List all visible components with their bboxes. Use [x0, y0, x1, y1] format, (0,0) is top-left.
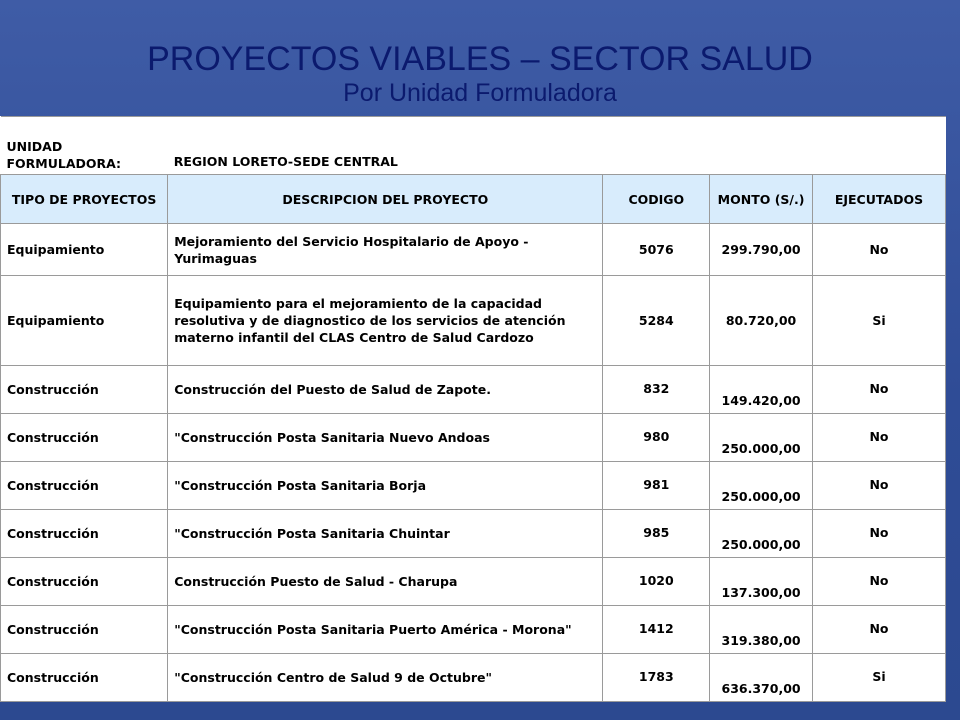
- table-row: [1, 606, 946, 654]
- table-row: [1, 654, 946, 702]
- slide-subtitle: Por Unidad Formuladora: [343, 79, 617, 107]
- cell-monto: 137.300,00: [710, 558, 813, 606]
- projects-table-container: [0, 116, 946, 702]
- projects-table: [0, 116, 946, 702]
- cell-tipo: Construcción: [1, 654, 168, 702]
- cell-codigo: 985: [603, 510, 710, 558]
- header-codigo: CODIGO: [603, 175, 710, 224]
- cell-ejecutado: Si: [812, 276, 945, 366]
- header-monto: MONTO (S/.): [710, 175, 813, 224]
- table-row: [1, 510, 946, 558]
- cell-descripcion: "Construcción Posta Sanitaria Borja: [168, 462, 603, 510]
- cell-tipo: Equipamiento: [1, 276, 168, 366]
- cell-codigo: 5284: [603, 276, 710, 366]
- cell-ejecutado: No: [812, 462, 945, 510]
- unit-row: [1, 117, 946, 175]
- cell-codigo: 981: [603, 462, 710, 510]
- cell-codigo: 1412: [603, 606, 710, 654]
- cell-monto: 319.380,00: [710, 606, 813, 654]
- cell-descripcion: "Construcción Posta Sanitaria Puerto América - Morona": [168, 606, 603, 654]
- cell-monto: 636.370,00: [710, 654, 813, 702]
- cell-ejecutado: No: [812, 558, 945, 606]
- unit-label: UNIDAD FORMULADORA:: [1, 117, 168, 175]
- cell-descripcion: Construcción Puesto de Salud - Charupa: [168, 558, 603, 606]
- cell-ejecutado: No: [812, 510, 945, 558]
- table-row: [1, 558, 946, 606]
- cell-descripcion: "Construcción Posta Sanitaria Chuintar: [168, 510, 603, 558]
- table-row: [1, 414, 946, 462]
- cell-ejecutado: No: [812, 606, 945, 654]
- cell-monto: 80.720,00: [710, 276, 813, 366]
- cell-descripcion: Construcción del Puesto de Salud de Zapote.: [168, 366, 603, 414]
- cell-descripcion: "Construcción Posta Sanitaria Nuevo Andoas: [168, 414, 603, 462]
- cell-monto: 250.000,00: [710, 462, 813, 510]
- cell-tipo: Construcción: [1, 510, 168, 558]
- cell-tipo: Construcción: [1, 606, 168, 654]
- header-row: [1, 175, 946, 224]
- cell-descripcion: Mejoramiento del Servicio Hospitalario de Apoyo - Yurimaguas: [168, 224, 603, 276]
- cell-descripcion: "Construcción Centro de Salud 9 de Octubre": [168, 654, 603, 702]
- cell-ejecutado: No: [812, 414, 945, 462]
- cell-tipo: Equipamiento: [1, 224, 168, 276]
- cell-monto: 299.790,00: [710, 224, 813, 276]
- table-row: [1, 366, 946, 414]
- cell-codigo: 5076: [603, 224, 710, 276]
- slide-title: PROYECTOS VIABLES – SECTOR SALUD: [147, 40, 813, 78]
- table-row: [1, 462, 946, 510]
- cell-codigo: 1020: [603, 558, 710, 606]
- header-descripcion: DESCRIPCION DEL PROYECTO: [168, 175, 603, 224]
- cell-codigo: 980: [603, 414, 710, 462]
- unit-value: REGION LORETO-SEDE CENTRAL: [168, 117, 946, 175]
- cell-codigo: 1783: [603, 654, 710, 702]
- table-row: [1, 276, 946, 366]
- cell-monto: 149.420,00: [710, 366, 813, 414]
- cell-descripcion: Equipamiento para el mejoramiento de la capacidad resolutiva y de diagnostico de los servicios de atención materno infantil del CLAS Centro de Salud Cardozo: [168, 276, 603, 366]
- header-tipo: TIPO DE PROYECTOS: [1, 175, 168, 224]
- table-row: [1, 224, 946, 276]
- cell-tipo: Construcción: [1, 414, 168, 462]
- cell-tipo: Construcción: [1, 462, 168, 510]
- cell-ejecutado: Si: [812, 654, 945, 702]
- cell-monto: 250.000,00: [710, 510, 813, 558]
- header-ejecutados: EJECUTADOS: [812, 175, 945, 224]
- cell-monto: 250.000,00: [710, 414, 813, 462]
- cell-tipo: Construcción: [1, 558, 168, 606]
- cell-ejecutado: No: [812, 224, 945, 276]
- cell-codigo: 832: [603, 366, 710, 414]
- cell-tipo: Construcción: [1, 366, 168, 414]
- cell-ejecutado: No: [812, 366, 945, 414]
